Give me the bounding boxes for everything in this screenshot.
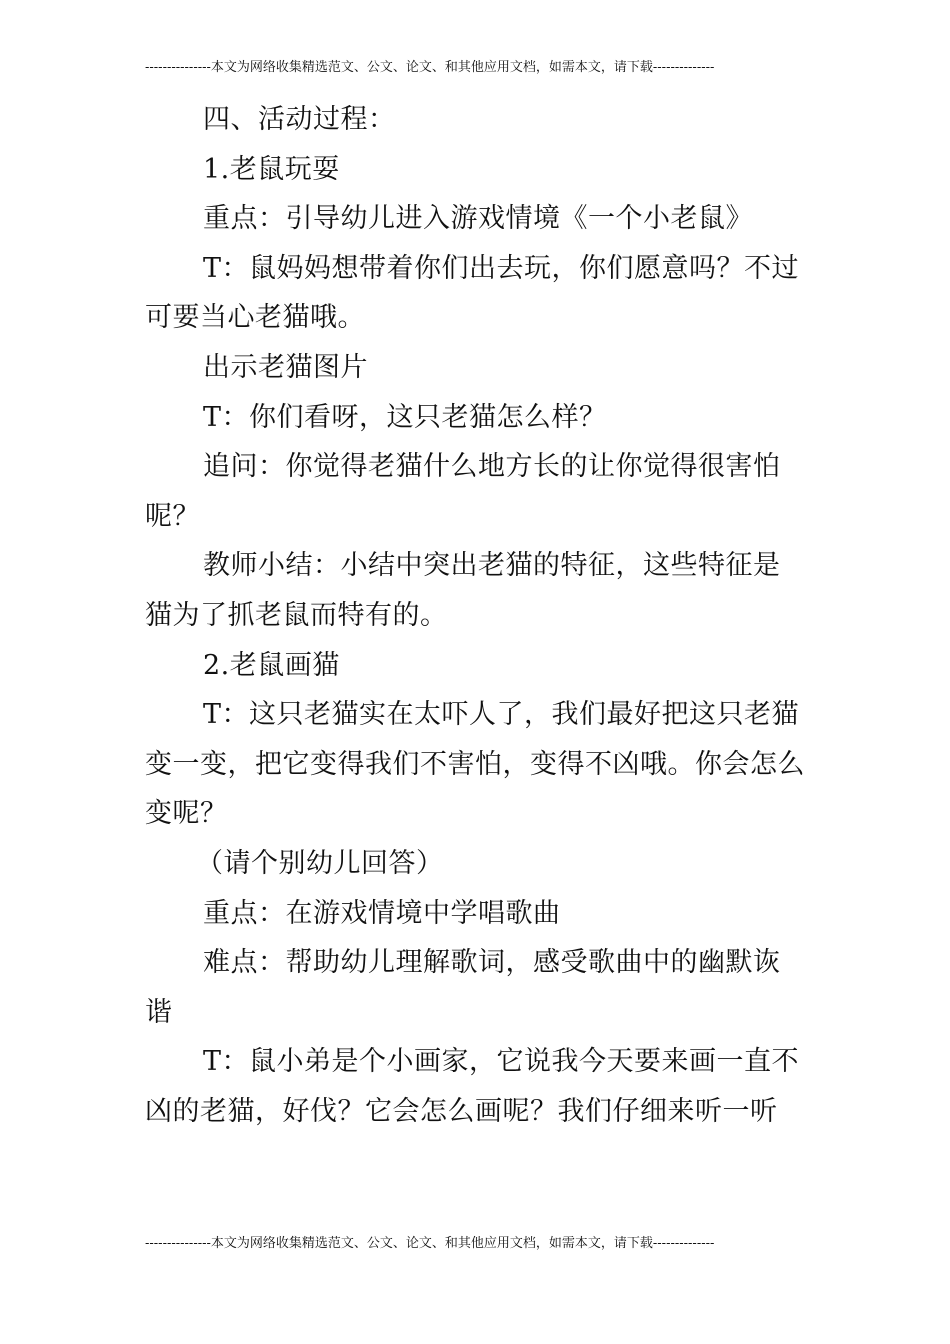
page-footer-notice: ---------------本文为网络收集精选范文、公文、论文、和其他应用文档，如需本文，请下载-------------- <box>145 1236 715 1251</box>
page-header-notice: ---------------本文为网络收集精选范文、公文、论文、和其他应用文档，如需本文，请下载-------------- <box>145 60 715 75</box>
subheading-mouse-play: 1.老鼠玩耍 <box>203 153 340 185</box>
paragraph-show-cat-picture: 出示老猫图片 <box>203 351 368 383</box>
paragraph-key-point-1: 重点：引导幼儿进入游戏情境《一个小老鼠》 <box>203 203 753 235</box>
paragraph-difficulty: 难点：帮助幼儿理解歌词，感受歌曲中的幽默诙谐 <box>145 947 781 1028</box>
paragraph-teacher-line-4: T：鼠小弟是个小画家，它说我今天要来画一直不凶的老猫，好伐？它会怎么画呢？我们仔细来听一听 <box>145 1046 800 1127</box>
paragraph-teacher-line-1: T：鼠妈妈想带着你们出去玩，你们愿意吗？不过可要当心老猫哦。 <box>145 252 800 334</box>
paragraph-teacher-summary: 教师小结：小结中突出老猫的特征，这些特征是猫为了抓老鼠而特有的。 <box>145 550 781 631</box>
paragraph-key-point-2: 重点：在游戏情境中学唱歌曲 <box>203 897 561 929</box>
subheading-mouse-draws-cat: 2.老鼠画猫 <box>203 649 340 681</box>
paragraph-follow-up-question: 追问：你觉得老猫什么地方长的让你觉得很害怕呢？ <box>145 451 781 532</box>
paragraph-teacher-line-3: T：这只老猫实在太吓人了，我们最好把这只老猫变一变，把它变得我们不害怕，变得不凶哦。你会怎么变呢？ <box>145 699 805 830</box>
paragraph-teacher-line-2: T：你们看呀，这只老猫怎么样？ <box>203 401 607 433</box>
section-heading-activity-process: 四、活动过程： <box>203 104 396 135</box>
document-body <box>145 95 805 1136</box>
paragraph-individual-answers: （请个别幼儿回答） <box>196 847 444 879</box>
